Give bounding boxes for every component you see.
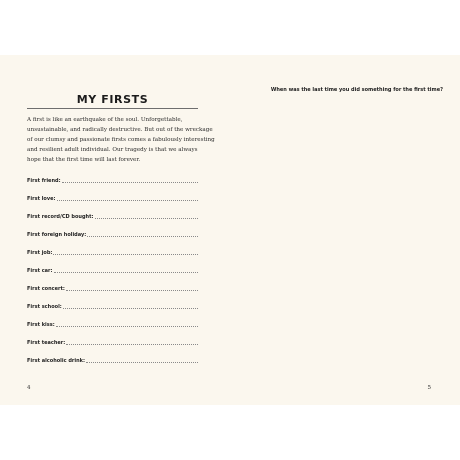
intro-line: hope that the first time will last forever. [27,157,141,163]
right-page [230,55,460,405]
book-spread [0,55,460,405]
field-first-love[interactable] [27,196,198,202]
fill-in-line[interactable] [56,321,198,327]
field-first-school[interactable] [27,304,198,310]
prompt-question: When was the last time you did something for the first time? [270,87,443,93]
field-first-alcoholic-drink[interactable] [27,358,198,364]
field-label: First record/CD bought: [27,214,94,220]
fill-in-line[interactable] [57,195,198,201]
left-page [0,55,230,405]
intro-line: A first is like an earthquake of the soul. Unforgettable, [27,117,183,123]
intro-paragraph [27,115,215,165]
field-label: First concert: [27,286,65,292]
field-first-teacher[interactable] [27,340,198,346]
fill-in-line[interactable] [66,285,198,291]
field-first-record[interactable] [27,214,198,220]
field-first-concert[interactable] [27,286,198,292]
field-label: First car: [27,268,53,274]
field-label: First friend: [27,178,61,184]
field-label: First teacher: [27,340,66,346]
field-first-foreign-holiday[interactable] [27,232,198,238]
fill-in-line[interactable] [62,177,198,183]
field-label: First job: [27,250,53,256]
fill-in-line[interactable] [53,249,198,255]
page-number-left: 4 [27,385,31,391]
fill-in-line[interactable] [87,231,198,237]
page-title: MY FIRSTS [76,93,149,106]
field-first-kiss[interactable] [27,322,198,328]
fill-in-line[interactable] [54,267,198,273]
field-label: First school: [27,304,62,310]
intro-line: unsustainable, and radically destructive. But out of the wreckage [27,127,213,133]
fill-in-line[interactable] [66,339,198,345]
field-first-car[interactable] [27,268,198,274]
field-label: First alcoholic drink: [27,358,85,364]
intro-line: and resilient adult individual. Our tragedy is that we always [27,147,198,153]
field-label: First foreign holiday: [27,232,87,238]
intro-line: of our clumsy and passionate firsts comes a fabulously interesting [27,137,215,143]
field-first-job[interactable] [27,250,198,256]
fill-in-line[interactable] [86,357,198,363]
field-first-friend[interactable] [27,178,198,184]
fill-in-line[interactable] [63,303,198,309]
page-number-right: 5 [427,385,431,391]
field-label: First kiss: [27,322,55,328]
title-divider [27,108,198,109]
field-label: First love: [27,196,56,202]
fill-in-line[interactable] [95,213,199,219]
